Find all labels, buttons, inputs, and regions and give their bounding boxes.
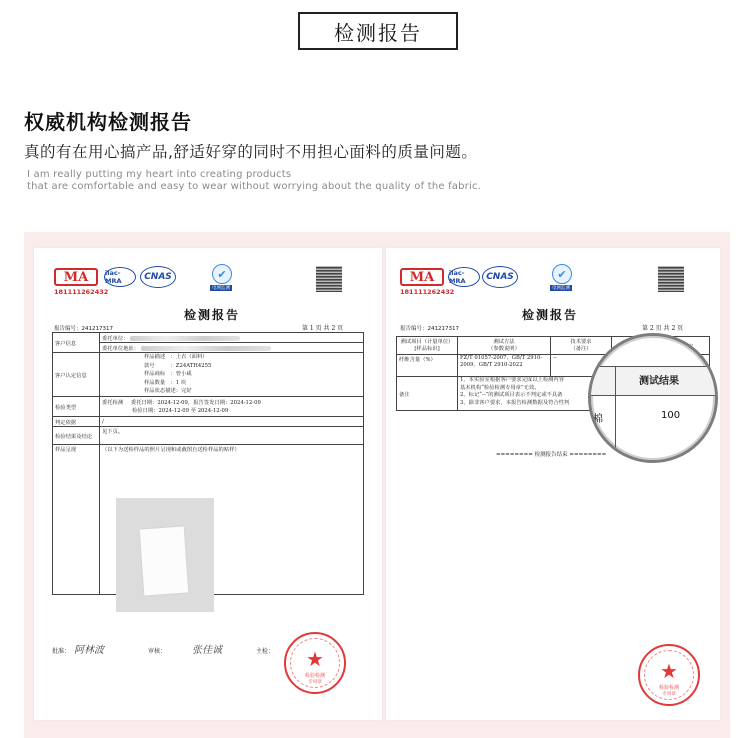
shield-label: 电网监测 <box>552 286 570 291</box>
sample-desc: 样品描述 ：上衣（面料） <box>144 354 208 361</box>
ilac-logo: ilac-MRA <box>448 267 480 287</box>
test-date: 检验日期：2024-12-09 至 2024-12-09 <box>132 407 229 414</box>
remark-1b: 基本机构“检验检测专用章”无效。 <box>460 384 540 391</box>
page-subtitle: 真的有在用心搞产品,舒适好穿的同时不用担心面料的质量问题。 <box>24 143 478 161</box>
seal-text-bottom: 专用章 <box>308 680 322 685</box>
seal-text-bottom: 专用章 <box>662 692 676 697</box>
contact-text <box>239 266 299 286</box>
shield-label: 电网监测 <box>212 286 230 291</box>
label-judgement: 判定依据 <box>53 417 100 427</box>
ma-logo: MA <box>400 268 444 286</box>
sample-model: 款号 ：Z24ATH4255 <box>144 362 212 369</box>
section-title-box: 检测报告 <box>298 12 458 50</box>
photo-note: （以下为送检样品的照片呈现和或截图自送检样品的贴样） <box>100 445 364 595</box>
label-remarks: 备注 <box>397 377 458 411</box>
ma-number: 181111262432 <box>54 288 109 296</box>
label-sample-confirm: 客户认定信息 <box>53 353 100 397</box>
sample-date: 委托日期：2024-12-09，报告签发日期：2024-12-09 <box>130 399 261 406</box>
report-page-1 <box>34 248 382 720</box>
magnifier-row-value: 100 <box>661 410 681 421</box>
ma-number: 181111262432 <box>400 288 455 296</box>
ilac-logo: ilac-MRA <box>104 267 136 287</box>
qr-code-icon <box>658 266 684 292</box>
test-method: FZ/T 01057-2007、GB/T 2910-2009、GB/T 2910-2022 <box>458 355 551 377</box>
remark-3: 3、除非客户要求，本报告检测数据及符合性判 <box>460 399 570 406</box>
doc-title: 检测报告 <box>522 308 579 322</box>
judgement-value: / <box>100 417 364 427</box>
seal-text-mid: 检验检测 <box>658 685 679 691</box>
label-photo: 样品呈现 <box>53 445 100 595</box>
shield-check-icon: ✔ <box>552 264 572 284</box>
client-address: 委托单位地址： <box>102 345 140 352</box>
official-seal-2 <box>638 644 700 706</box>
qr-code-icon <box>316 266 342 292</box>
magnifier-row-label: 棉 <box>593 414 603 425</box>
remark-2: 2、标记“--”的测试项目表示不判定或不具备 <box>460 392 563 398</box>
doc-title: 检测报告 <box>184 308 241 322</box>
signature-1: 阿林波 <box>74 645 104 656</box>
official-seal-1 <box>284 632 346 694</box>
header-item: 测试项目（计量单位） <box>400 338 454 345</box>
seal-star-icon: ★ <box>306 647 324 671</box>
shield-check-icon: ✔ <box>212 264 232 284</box>
subheader-method: （参数说明） <box>488 345 520 352</box>
label-test-type: 检验类型 <box>53 397 100 417</box>
label-approver: 批准： <box>52 648 71 655</box>
report-number: 报告编号：241217317 <box>54 326 113 332</box>
seal-text-mid: 检验检测 <box>304 673 325 679</box>
report-page-2 <box>386 248 720 720</box>
redacted-text <box>130 336 240 341</box>
cnas-logo: CNAS <box>140 266 176 288</box>
cert-text <box>522 266 548 286</box>
label-conclusion: 检验结果及结论 <box>53 427 100 445</box>
remark-1: 1、本实验室根据客户要求完成以上检测内容 <box>460 377 565 383</box>
cert-text <box>180 266 206 286</box>
item-fiber: 纤维含量（%） <box>397 355 458 377</box>
seal-star-icon: ★ <box>660 659 678 683</box>
english-line-1: I am really putting my heart into creating products <box>27 169 292 180</box>
conclusion-value: 见下页。 <box>100 427 364 445</box>
requirement: -- <box>551 355 612 377</box>
magnifier-callout <box>588 333 718 463</box>
header-method: 测试方法 <box>493 338 515 345</box>
magnifier-divider <box>615 366 616 463</box>
fabric-sample <box>140 527 188 596</box>
header-requirement: 技术要求 <box>570 338 592 345</box>
label-client-info: 客户信息 <box>53 333 100 353</box>
page-number: 第 2 页 共 2 页 <box>642 325 684 332</box>
report-end-line: ======== 检测报告结束 ======== <box>496 452 607 458</box>
contact-text <box>578 266 638 286</box>
sample-photo <box>116 498 214 612</box>
label-tester: 主检： <box>256 648 275 655</box>
sample-brand: 样品商标 ：曾小咸 <box>144 371 192 378</box>
ma-logo: MA <box>54 268 98 286</box>
page-title: 权威机构检测报告 <box>24 110 192 134</box>
signature-2: 张佳诚 <box>192 645 222 656</box>
client-unit: 委托单位： <box>102 335 129 342</box>
report-panel <box>24 232 730 738</box>
sample-state: 样品状态描述：完好 <box>144 388 192 395</box>
subheader-item: [样品标识] <box>414 345 440 352</box>
subheader-requirement: （备注） <box>570 345 592 352</box>
english-line-2: that are comfortable and easy to wear without worrying about the quality of the fabric. <box>27 181 482 192</box>
cnas-logo: CNAS <box>482 266 518 288</box>
label-reviewer: 审核： <box>148 648 167 655</box>
page-number: 第 1 页 共 2 页 <box>302 325 344 332</box>
magnifier-header: 测试结果 <box>639 376 679 387</box>
sample-quantity: 样品数量 ：1 块 <box>144 379 187 386</box>
redacted-text <box>141 346 271 351</box>
report-number: 报告编号：241217317 <box>400 326 459 332</box>
test-type-value: 委托检测 <box>102 399 124 406</box>
